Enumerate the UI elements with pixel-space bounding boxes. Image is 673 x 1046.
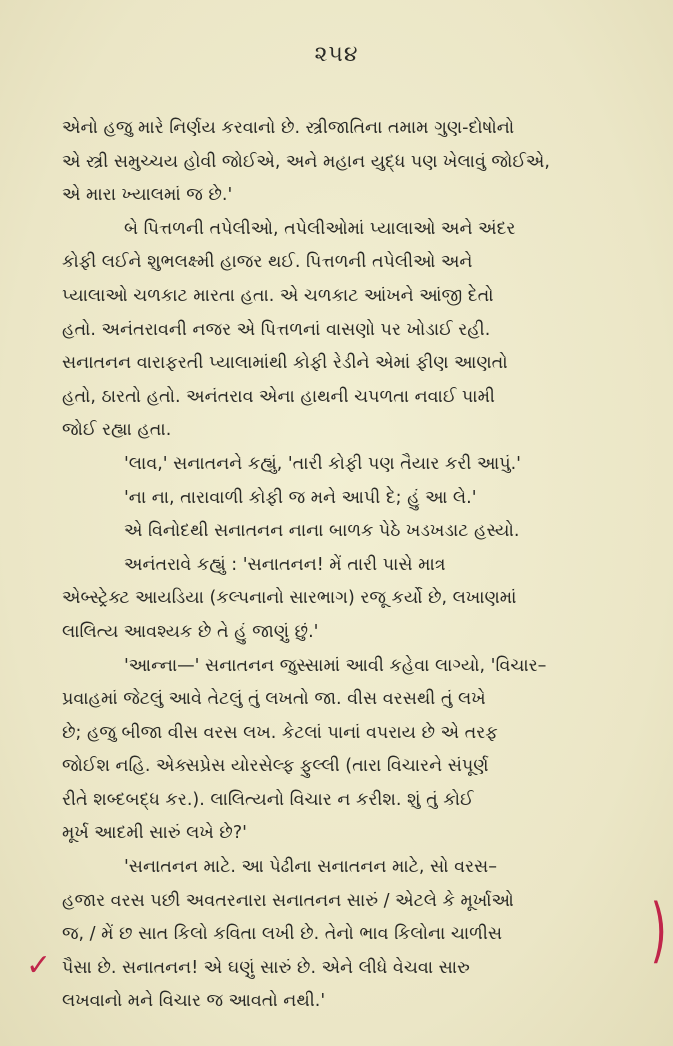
text-line: છે; હજુ બીજા વીસ વરસ લખ. કેટલાં પાનાં વપરાય છે એ તરફ bbox=[62, 722, 498, 743]
text-line: 'આન્ના—' સનાતનન જુસ્સામાં આવી કહેવા લાગ્યો, 'વિચાર– bbox=[124, 655, 547, 676]
text-line: એ મારા ખ્યાલમાં જ છે.' bbox=[62, 185, 233, 206]
text-line: જોઈશ નહિ. એક્સપ્રેસ યોરસેલ્ફ ફુલ્લી (તારા વિચારને સંપૂર્ણ bbox=[62, 756, 489, 777]
handwritten-mark-left: ✓ bbox=[26, 948, 52, 983]
text-line: લખવાનો મને વિચાર જ આવતો નથી.' bbox=[62, 991, 326, 1012]
text-line: બે પિત્તળની તપેલીઓ, તપેલીઓમાં પ્યાલાઓ અને અંદર bbox=[124, 218, 516, 239]
text-line: 'સનાતનન માટે. આ પેઢીના સનાતનન માટે, સો વરસ– bbox=[124, 857, 497, 878]
text-line: એબ્સ્ટ્રેક્ટ આયડિયા (કલ્પનાનો સારભાગ) રજૂ કર્યો છે, લખાણમાં bbox=[62, 588, 517, 609]
text-line: જોઈ રહ્યા હતા. bbox=[62, 420, 172, 441]
page-number: ૨૫૪ bbox=[314, 42, 359, 67]
text-line: પૈસા છે. સનાતનન! એ ઘણું સારું છે. એને લીધે વેચવા સારુ bbox=[62, 957, 470, 978]
text-line: હતો. અનંતરાવની નજર એ પિત્તળનાં વાસણો પર ખોડાઈ રહી. bbox=[62, 319, 491, 340]
text-line: એ વિનોદથી સનાતનન નાના બાળક પેઠે ખડખડાટ હસ્યો. bbox=[124, 521, 520, 542]
text-line: એનો હજુ મારે નિર્ણય કરવાનો છે. સ્ત્રીજાતિના તમામ ગુણ-દોષોનો bbox=[62, 118, 515, 138]
text-line: લાલિત્ય આવશ્યક છે તે હું જાણું છું.' bbox=[62, 621, 319, 642]
text-line: પ્રવાહમાં જેટલું આવે તેટલું તું લખતો જા. વીસ વરસથી તું લખે bbox=[62, 689, 486, 710]
text-line: સનાતનન વારાફરતી પ્યાલામાંથી કોફી રેડીને એમાં ફીણ આણતો bbox=[62, 353, 508, 374]
text-line: રીતે શબ્દબદ્ધ કર.). લાલિત્યનો વિચાર ન કરીશ. શું તું કોઈ bbox=[62, 789, 474, 810]
text-line: જ, / મેં છ સાત કિલો કવિતા લખી છે. તેનો ભાવ કિલોના ચાળીસ bbox=[62, 924, 503, 945]
handwritten-bracket-right: ) bbox=[650, 889, 667, 971]
text-line: હજાર વરસ પછી અવતરનારા સનાતનન સારું / એટલે કે મૂર્ખાઓ bbox=[62, 890, 514, 911]
text-line: મૂર્ખ આદમી સારું લખે છે?' bbox=[62, 823, 247, 844]
text-line: એ સ્ત્રી સમુચ્ચય હોવી જોઈએ, અને મહાન યુદ્ધ પણ ખેલાવું જોઈએ, bbox=[62, 151, 550, 172]
text-line: અનંતરાવે કહ્યું : 'સનાતનન! મેં તારી પાસે માત્ર bbox=[124, 554, 446, 575]
text-line: હતો, ઠારતો હતો. અનંતરાવ એના હાથની ચપળતા નવાઈ પામી bbox=[62, 386, 495, 407]
text-line: 'લાવ,' સનાતનને કહ્યું, 'તારી કોફી પણ તૈયાર કરી આપું.' bbox=[124, 453, 521, 474]
text-line: 'ના ના, તારાવાળી કોફી જ મને આપી દે; હું આ લે.' bbox=[124, 487, 477, 508]
text-line: કોફી લઈને શુભલક્ષ્મી હાજર થઈ. પિત્તળની તપેલીઓ અને bbox=[62, 252, 473, 273]
body-text bbox=[62, 112, 632, 1019]
text-line: પ્યાલાઓ ચળકાટ મારતા હતા. એ ચળકાટ આંખને આંજી દેતો bbox=[62, 285, 494, 306]
